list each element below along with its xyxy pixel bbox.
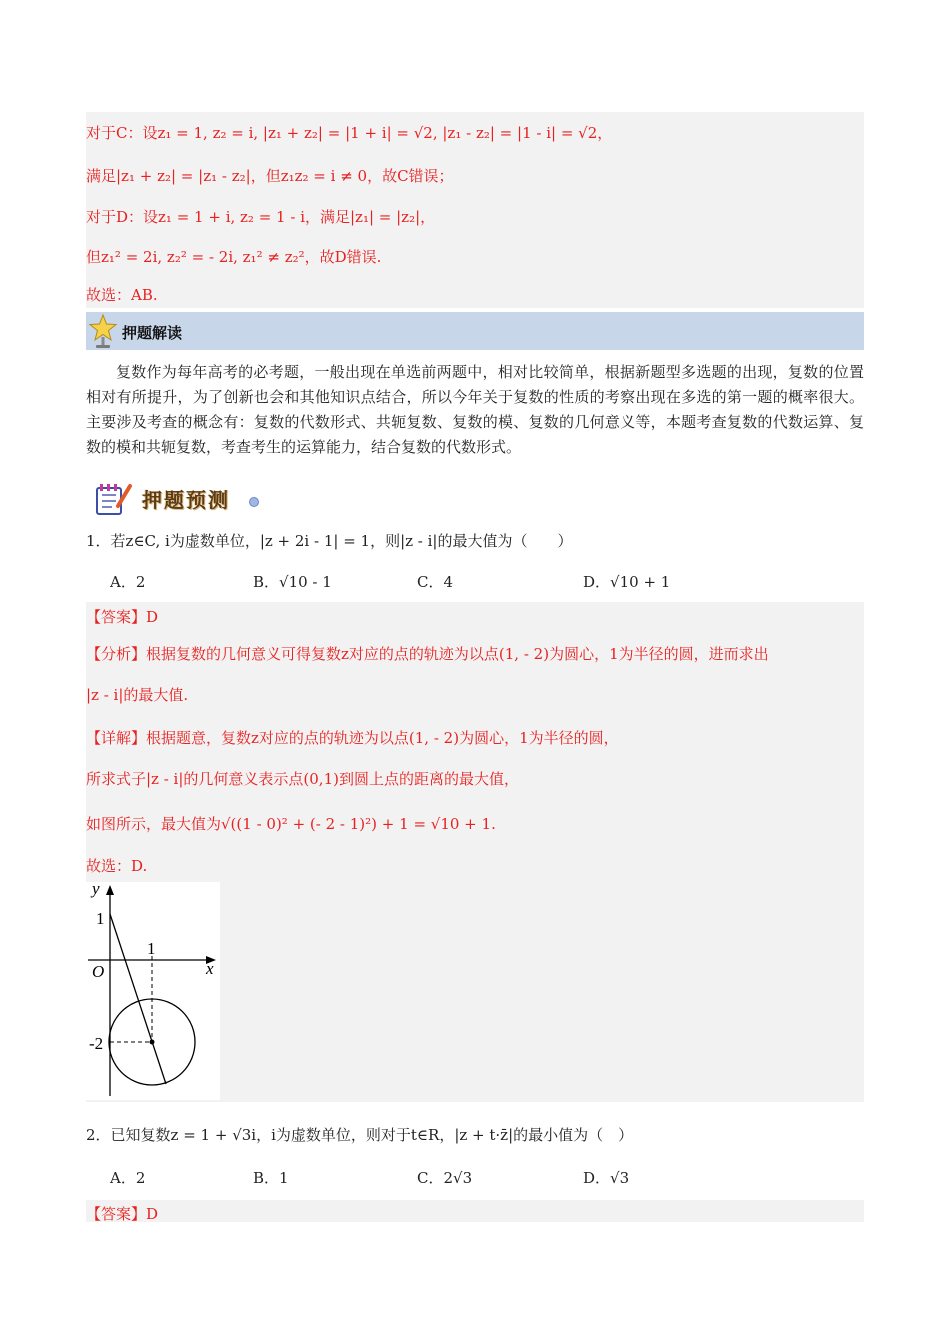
q1-figure xyxy=(86,882,220,1100)
q1-detail-line1: 【详解】根据题意，复数z对应的点的轨迹为以点(1, - 2)为圆心，1为半径的圆， xyxy=(86,729,619,747)
q1-option-b: B．√10 - 1 xyxy=(253,573,332,591)
q2-answer: 【答案】D xyxy=(86,1205,159,1223)
q1-detail-line2: 所求式子|z - i|的几何意义表示点(0,1)到圆上点的距离的最大值， xyxy=(86,770,519,788)
q1-option-a: A．2 xyxy=(110,573,146,591)
solution-choice: 故选：AB. xyxy=(86,286,158,304)
q2-solution-shade xyxy=(86,1200,864,1222)
x-axis-label: x xyxy=(206,959,214,978)
q2-option-d: D．√3 xyxy=(583,1169,630,1187)
q1-figure-svg xyxy=(86,882,220,1100)
x-tick-label: 1 xyxy=(147,939,156,958)
q1-choice: 故选：D. xyxy=(86,857,148,875)
section-paragraph: 复数作为每年高考的必考题，一般出现在单选前两题中，相对比较简单，根据新题型多选题的出现，复数的位置相对有所提升，为了创新也会和其他知识点结合，所以今年关于复数的性质的考察出现在多选的第一题的概率很大。主要涉及考查的概念有：复数的代数形式、共轭复数、复数的模、复数的几何意义等，本题考查复数的代数运算、复数的模和共轭复数，考查考生的运算能力，结合复数的代数形式。 xyxy=(86,363,864,456)
y-tick-label: 1 xyxy=(96,909,105,928)
center-point xyxy=(150,1040,155,1045)
q1-option-d: D．√10 + 1 xyxy=(583,573,671,591)
q2-stem: 2．已知复数z = 1 + √3i，i为虚数单位，则对于t∈R，|z + t·z̄|的最小值为（ ） xyxy=(86,1126,634,1144)
q2-option-b: B．1 xyxy=(253,1169,289,1187)
notebook-pen-icon xyxy=(94,482,134,516)
solution-d-line2: 但z₁² = 2i, z₂² = - 2i, z₁² ≠ z₂²，故D错误. xyxy=(86,248,382,266)
section-header xyxy=(86,312,864,350)
q1-answer: 【答案】D xyxy=(86,608,159,626)
q1-option-c: C．4 xyxy=(417,573,454,591)
bullet-dot-icon xyxy=(248,496,260,508)
prediction-title: 押题预测 xyxy=(142,488,230,512)
y-axis-label: y xyxy=(92,882,100,898)
q1-stem: 1．若z∈C, i为虚数单位，|z + 2i - 1| = 1，则|z - i|的最大值为（ ） xyxy=(86,532,573,550)
q2-option-c: C．2√3 xyxy=(417,1169,473,1187)
section-title: 押题解读 xyxy=(122,324,183,342)
y-axis-arrow xyxy=(106,885,114,895)
solution-c-line1: 对于C：设z₁ = 1, z₂ = i, |z₁ + z₂| = |1 + i| = √2, |z₁ - z₂| = |1 - i| = √2， xyxy=(86,124,613,142)
q2-option-a: A．2 xyxy=(110,1169,146,1187)
origin-label: O xyxy=(92,962,105,981)
q1-analysis-line2: |z - i|的最大值. xyxy=(86,686,189,704)
star-lamp-icon xyxy=(88,313,118,349)
center-y-label: -2 xyxy=(89,1034,104,1053)
solution-c-line2: 满足|z₁ + z₂| = |z₁ - z₂|，但z₁z₂ = i ≠ 0，故C错误； xyxy=(86,167,454,185)
q1-detail-line3: 如图所示，最大值为√((1 - 0)² + (- 2 - 1)²) + 1 = √10 + 1. xyxy=(86,815,496,833)
q1-analysis-line1: 【分析】根据复数的几何意义可得复数z对应的点的轨迹为以点(1, - 2)为圆心，1为半径的圆，进而求出 xyxy=(86,645,769,663)
solution-d-line1: 对于D：设z₁ = 1 + i, z₂ = 1 - i，满足|z₁| = |z₂|， xyxy=(86,208,436,226)
